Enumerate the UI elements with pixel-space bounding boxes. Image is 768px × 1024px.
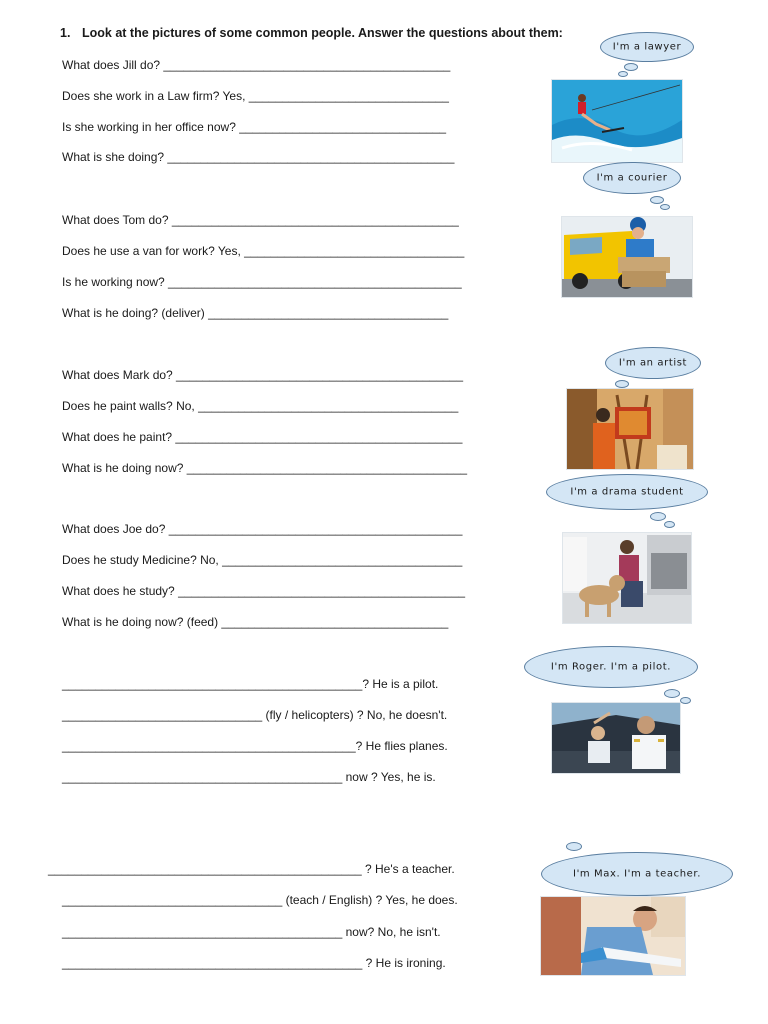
thought-bubble-text: I'm Roger. I'm a pilot.	[550, 661, 672, 673]
thought-bubble	[524, 646, 698, 688]
thought-dot	[664, 521, 675, 528]
question-line: Does she work in a Law firm? Yes, ______________________________	[62, 89, 449, 103]
thought-bubble	[605, 347, 701, 379]
thought-dot	[618, 71, 628, 77]
question-line: What does Tom do? ___________________________________________	[62, 213, 459, 227]
thought-dot	[680, 697, 691, 704]
photo-man-feeding-dog	[562, 532, 692, 624]
question-line: What does he paint? ___________________________________________	[62, 430, 463, 444]
thought-dot	[650, 512, 666, 521]
question-line: ____________________________________________? He flies planes.	[62, 739, 448, 753]
thought-dot	[624, 63, 638, 71]
question-line: __________________________________________ now ? Yes, he is.	[62, 770, 436, 784]
photo-man-ironing	[540, 896, 686, 976]
thought-bubble-text: I'm Max. I'm a teacher.	[573, 868, 701, 880]
question-line: Is he working now? ____________________________________________	[62, 275, 462, 289]
exercise-number: 1.	[60, 26, 71, 40]
question-line: Does he study Medicine? No, ____________________________________	[62, 553, 463, 567]
thought-dot	[650, 196, 664, 204]
question-line: Does he use a van for work? Yes, _________________________________	[62, 244, 465, 258]
thought-bubble	[600, 32, 694, 62]
question-line: Is she working in her office now? _______________________________	[62, 120, 447, 134]
question-line: What is she doing? ___________________________________________	[62, 150, 455, 164]
thought-dot	[615, 380, 629, 388]
thought-dot	[660, 204, 670, 210]
question-line: __________________________________________ now? No, he isn't.	[62, 925, 441, 939]
thought-bubble	[541, 852, 733, 896]
question-line: What does Jill do? ___________________________________________	[62, 58, 451, 72]
question-line: What is he doing? (deliver) ____________________________________	[62, 306, 449, 320]
question-line: What is he doing now? __________________________________________	[62, 461, 468, 475]
question-line: What does Joe do? ____________________________________________	[62, 522, 463, 536]
question-line: What does Mark do? ___________________________________________	[62, 368, 464, 382]
exercise-instructions: Look at the pictures of some common people. Answer the questions about them:	[82, 26, 563, 40]
thought-bubble	[546, 474, 708, 510]
photo-courier-with-van	[561, 216, 693, 298]
question-line: What is he doing now? (feed) __________________________________	[62, 615, 449, 629]
thought-dot	[664, 689, 680, 698]
question-line: _________________________________ (teach / English) ? Yes, he does.	[62, 893, 458, 907]
question-line: _____________________________________________? He is a pilot.	[62, 677, 439, 691]
question-line: _______________________________________________ ? He's a teacher.	[48, 862, 455, 876]
photo-artist-painting	[566, 388, 694, 470]
thought-bubble-text: I'm a lawyer	[612, 41, 682, 53]
thought-bubble-text: I'm an artist	[618, 357, 688, 369]
exercise-heading	[60, 26, 563, 40]
photo-pilots-in-cockpit	[551, 702, 681, 774]
photo-water-skier	[551, 79, 683, 163]
thought-bubble-text: I'm a courier	[596, 172, 668, 184]
question-line: What does he study? ___________________________________________	[62, 584, 466, 598]
question-line: Does he paint walls? No, _______________________________________	[62, 399, 459, 413]
thought-bubble	[583, 162, 681, 194]
thought-bubble-text: I'm a drama student	[570, 486, 684, 498]
thought-dot	[566, 842, 582, 851]
question-line: ______________________________ (fly / helicopters) ? No, he doesn't.	[62, 708, 448, 722]
question-line: _____________________________________________ ? He is ironing.	[62, 956, 446, 970]
